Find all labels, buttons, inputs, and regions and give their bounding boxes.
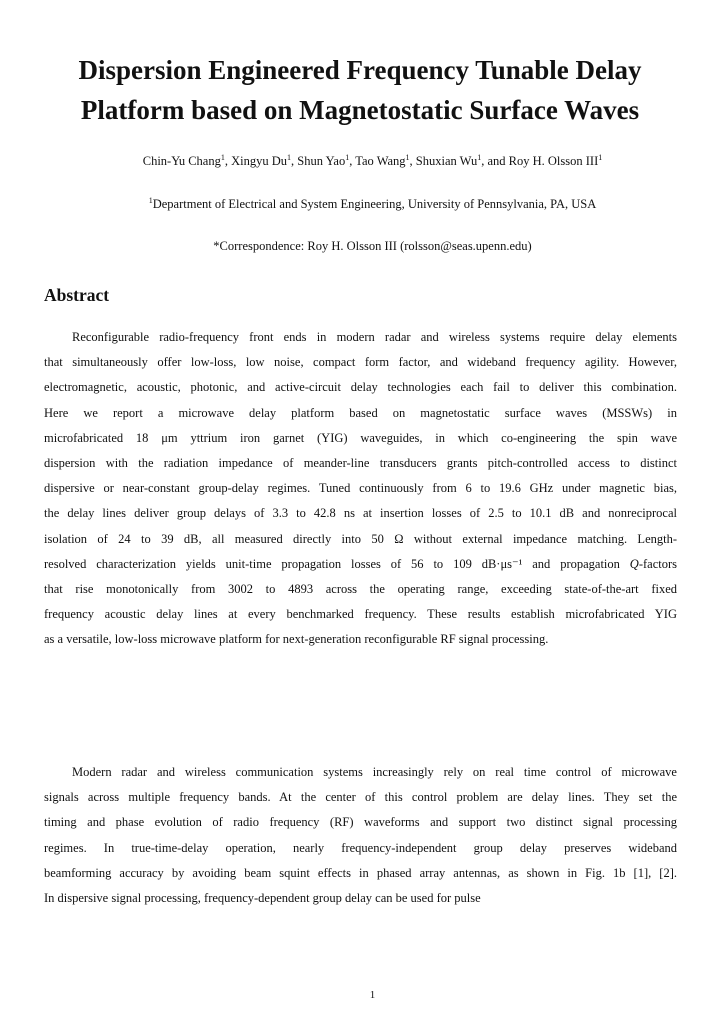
body-line: In dispersive signal processing, frequency-dependent group delay can be used for pulse [44, 891, 481, 906]
affiliation-mark: 1 [148, 195, 153, 205]
author-affiliation-mark: 1 [405, 152, 410, 162]
affiliation [0, 195, 720, 213]
title-line-2: Platform based on Magnetostatic Surface Waves [80, 95, 640, 125]
author-affiliation-mark: 1 [345, 152, 350, 162]
affiliation-text: Department of Electrical and System Engineering, University of Pennsylvania, PA, USA [152, 197, 597, 211]
abstract-line: isolation of 24 to 39 dB, all measured directly into 50 Ω without external impedance matching. Length- [44, 531, 677, 546]
author-separator: , [349, 154, 356, 168]
abstract-line: Here we report a microwave delay platform based on magnetostatic surface waves (MSSWs) in [44, 405, 677, 420]
abstract-heading: Abstract [44, 285, 110, 305]
author-name: Shun Yao [297, 154, 346, 168]
abstract-line: as a versatile, low-loss microwave platform for next-generation reconfigurable RF signal processing. [44, 632, 549, 647]
body-line: beamforming accuracy by avoiding beam squint effects in phased array antennas, as shown in Fig. 1b [1], [2]. [44, 865, 677, 880]
author-separator: , and [481, 154, 509, 168]
abstract-line: that simultaneously offer low-loss, low noise, compact form factor, and wideband frequency agility. However, [44, 355, 677, 370]
author-name: Shuxian Wu [415, 154, 478, 168]
body-paragraph [44, 760, 677, 911]
abstract-line: the delay lines deliver group delays of 3.3 to 42.8 ns at insertion losses of 2.5 to 10.1 dB and nonreciprocal [44, 506, 677, 521]
abstract-line: that rise monotonically from 3002 to 4893 across the operating range, exceeding state-of-the-art fixed [44, 582, 677, 597]
author-name: Roy H. Olsson III [508, 154, 599, 168]
abstract-line: resolved characterization yields unit-time propagation losses of 56 to 109 dB·μs⁻¹ and propagation Q-factors [44, 556, 677, 571]
body-line: regimes. In true-time-delay operation, nearly frequency-independent group delay preserves wideband [44, 840, 677, 855]
body-line: Modern radar and wireless communication systems increasingly rely on real time control of microwave [72, 765, 677, 779]
author-name: Xingyu Du [231, 154, 288, 168]
abstract-line: Reconfigurable radio-frequency front ends in modern radar and wireless systems require delay elements [72, 330, 677, 344]
author-affiliation-mark: 1 [287, 152, 292, 162]
author-affiliation-mark: 1 [220, 152, 225, 162]
abstract-line: dispersion with the radiation impedance of meander-line transducers grants pitch-controlled access to distinct [44, 456, 677, 471]
author-affiliation-mark: 1 [598, 152, 603, 162]
author-separator: , [224, 154, 232, 168]
abstract-line: frequency acoustic delay lines at every benchmarked frequency. These results establish microfabricated YIG [44, 607, 677, 622]
paper-title [0, 50, 720, 130]
abstract-line: electromagnetic, acoustic, photonic, and active-circuit delay technologies each fail to deliver this combination. [44, 380, 677, 395]
body-line: signals across multiple frequency bands. At the center of this control problem are delay lines. They set the [44, 790, 677, 805]
body-line: timing and phase evolution of radio frequency (RF) waveforms and support two distinct signal processing [44, 815, 677, 830]
author-separator: , [291, 154, 298, 168]
author-affiliation-mark: 1 [477, 152, 482, 162]
abstract-paragraph [44, 325, 677, 653]
author-separator: , [409, 154, 416, 168]
page-number: 1 [369, 989, 376, 1001]
author-name: Chin-Yu Chang [142, 154, 221, 168]
author-name: Tao Wang [355, 154, 406, 168]
abstract-line: dispersive or near-constant group-delay regimes. Tuned continuously from 6 to 19.6 GHz under magnetic bias, [44, 481, 677, 496]
correspondence: *Correspondence: Roy H. Olsson III (rolsson@seas.upenn.edu) [213, 239, 532, 253]
title-line-1: Dispersion Engineered Frequency Tunable Delay [78, 55, 642, 85]
abstract-line: microfabricated 18 μm yttrium iron garnet (YIG) waveguides, in which co-engineering the spin wave [44, 430, 677, 445]
author-list [0, 152, 720, 170]
